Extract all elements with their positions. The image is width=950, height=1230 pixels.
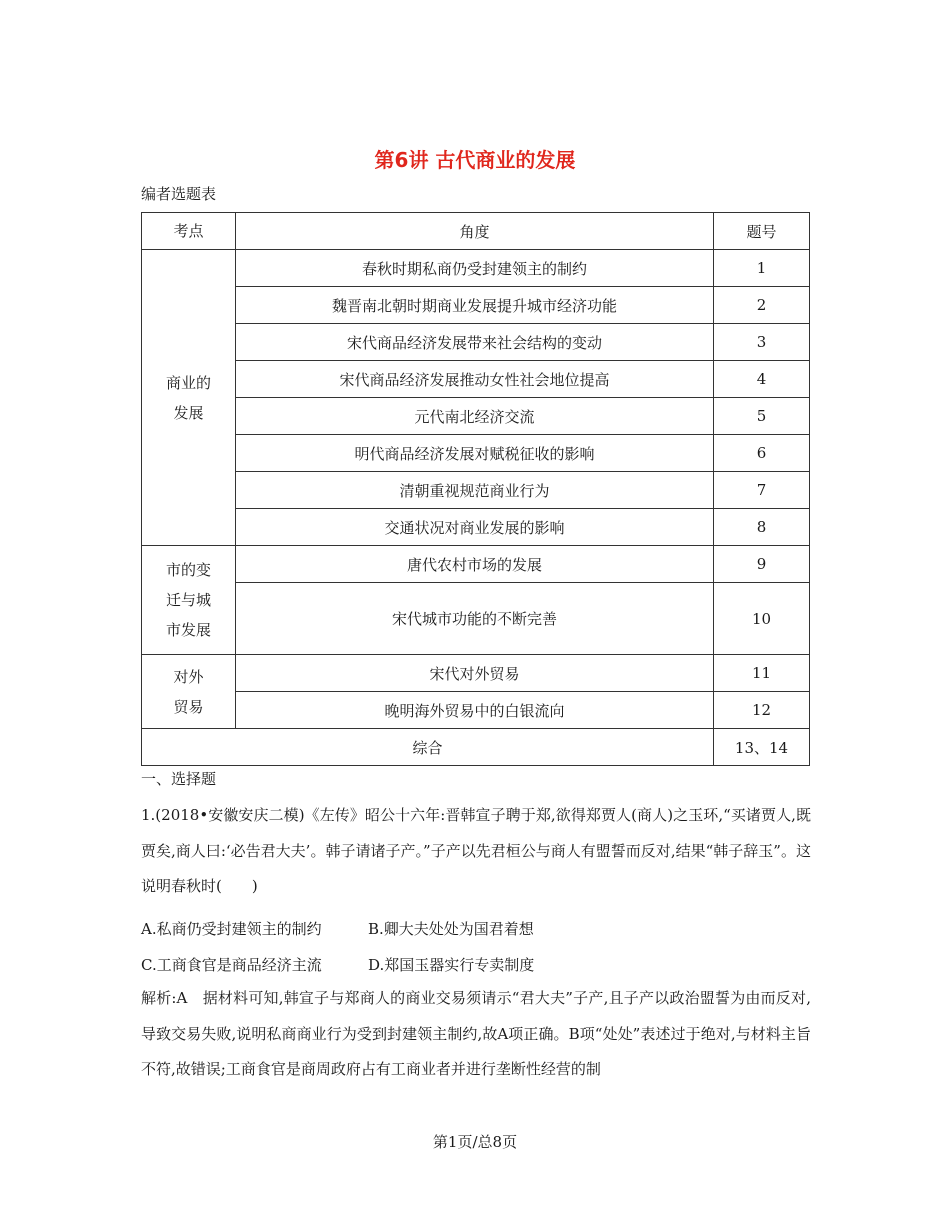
topic-line: 对外 [173,667,204,686]
angle-cell: 春秋时期私商仍受封建领主的制约 [236,250,714,287]
number-cell: 8 [714,509,810,546]
number-cell: 4 [714,361,810,398]
topic-line: 市的变 [165,561,211,579]
table-row [142,435,810,472]
number-cell: 3 [714,324,810,361]
number-cell: 5 [714,398,810,435]
table-row [142,287,810,324]
number-cell: 7 [714,472,810,509]
option-a: A.私商仍受封建领主的制约 [141,920,322,938]
table-row [142,472,810,509]
table-row [142,250,810,287]
section-heading: 一、选择题 [141,770,217,788]
angle-cell: 明代商品经济发展对赋税征收的影响 [236,435,714,472]
topic-line: 贸易 [173,697,204,716]
number-cell: 10 [714,583,810,655]
angle-cell: 宋代商品经济发展带来社会结构的变动 [236,324,714,361]
topic-line: 商业的 [165,373,211,392]
header-number: 题号 [714,213,810,250]
number-cell: 12 [714,692,810,729]
angle-cell: 晚明海外贸易中的白银流向 [236,692,714,729]
topic-line: 迁与城 [165,591,211,609]
header-angle: 角度 [236,213,714,250]
number-cell: 9 [714,546,810,583]
option-c: C.工商食官是商品经济主流 [141,956,322,974]
table-row [142,692,810,729]
number-cell: 1 [714,250,810,287]
question-1-analysis: 解析:A 据材料可知,韩宣子与郑商人的商业交易须请示“君大夫”子产,且子产以政治盟誓为由而反对,导致交易失败,说明私商商业行为受到封建领主制约,故A项正确。B项“处处”表述过于绝对,与材料主旨不符,故错误;工商食官是商周政府占有工商业者并进行垄断性经营的制 [141,989,811,1078]
page-footer: 第1页/总8页 [432,1133,518,1151]
table-row [142,509,810,546]
angle-cell: 宋代对外贸易 [236,655,714,692]
table-row [142,583,810,655]
table-row [142,361,810,398]
number-cell: 11 [714,655,810,692]
angle-cell: 宋代商品经济发展推动女性社会地位提高 [236,361,714,398]
table-caption: 编者选题表 [141,185,217,203]
topic-cell-foreign-trade [142,655,236,729]
table-row [142,324,810,361]
table-header-row [142,213,810,250]
table-row [142,398,810,435]
angle-cell: 交通状况对商业发展的影响 [236,509,714,546]
question-1-stem: 1.(2018•安徽安庆二模)《左传》昭公十六年:晋韩宣子聘于郑,欲得郑贾人(商人)之玉环,“买诸贾人,既贾矣,商人曰:‘必告君大夫’。韩子请诸子产。”子产以先君桓公与商人有盟誓而反对,结果“韩子辞玉”。这说明春秋时( ) [141,806,811,895]
page-title: 第6讲 古代商业的发展 [374,148,576,172]
angle-cell: 宋代城市功能的不断完善 [236,583,714,655]
summary-row [142,729,810,766]
angle-cell: 清朝重视规范商业行为 [236,472,714,509]
option-d: D.郑国玉器实行专卖制度 [368,956,535,974]
table-row [142,655,810,692]
topic-cell-market [142,546,236,655]
table-row [142,546,810,583]
number-cell: 2 [714,287,810,324]
angle-cell: 唐代农村市场的发展 [236,546,714,583]
angle-cell: 魏晋南北朝时期商业发展提升城市经济功能 [236,287,714,324]
topic-line: 发展 [173,403,204,422]
topic-line: 市发展 [165,621,211,639]
header-topic: 考点 [142,213,236,250]
number-cell: 6 [714,435,810,472]
topic-selection-table [141,212,810,766]
summary-label: 综合 [142,729,714,766]
topic-cell-commerce [142,250,236,546]
option-b: B.卿大夫处处为国君着想 [368,920,534,938]
summary-number: 13、14 [714,729,810,766]
angle-cell: 元代南北经济交流 [236,398,714,435]
